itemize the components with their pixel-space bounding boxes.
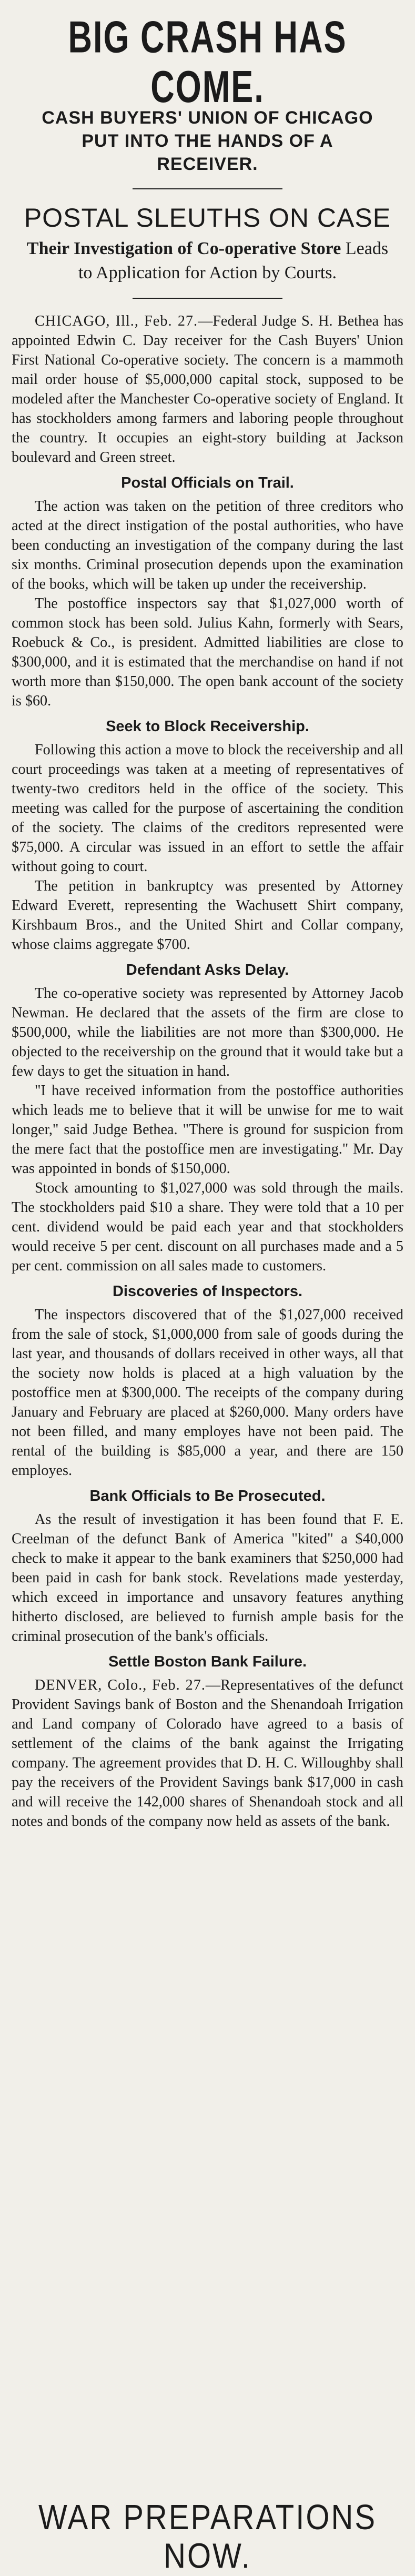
secondary-deck-first-line: Their Investigation of Co-operative Store (26, 239, 341, 258)
dateline: CHICAGO, Ill., Feb. 27. (35, 313, 198, 329)
subheading: Postal Officials on Trail. (121, 474, 294, 491)
subheading: Seek to Block Receivership. (106, 718, 309, 735)
article-paragraph: Stock amounting to $1,027,000 was sold through the mails. The stockholders paid $10 a share. They were told that a 10 per cent. dividend would be paid each year and that stockholders would receive 5 per cent. discount on all purchases made and a 5 per cent. commission on all sales made to customers. (12, 1180, 403, 1274)
article-paragraph (12, 1675, 403, 1831)
article-body (12, 311, 403, 1831)
article-paragraph: The postoffice inspectors say that $1,027,000 worth of common stock has been sold. Julius Kahn, formerly with Sears, Roebuck & Co., is president. Admitted liabilities are close to $300,000, and it is estimated that the merchandise on hand if not worth more than $150,000. The open bank account of the society is $60. (12, 595, 403, 709)
subheading: Defendant Asks Delay. (126, 962, 289, 978)
section-divider (133, 298, 282, 299)
article-paragraph: The petition in bankruptcy was presented by Attorney Edward Everett, representing the Wachusett Shirt company, Kirshbaum Bros., and the United Shirt and Collar company, whose claims aggregate $700. (12, 878, 403, 953)
section-divider (133, 188, 282, 189)
next-article-headline: WAR PREPARATIONS NOW. (38, 2498, 377, 2576)
article-paragraph: Following this action a move to block the receivership and all court proceedings was taken at a meeting of representatives of twenty-two creditors held in the office of the society. This meeting was called for the purpose of ascertaining the condition of the society. The claims of the creditors represented were $75,000. A circular was issued in an effort to settle the affair without going to court. (12, 742, 403, 875)
article-paragraph: The action was taken on the petition of three creditors who acted at the direct instigation of the postal authorities, who have been conducting an investigation of the company during the last six months. Criminal prosecution depends upon the examination of the books, which will be taken up under the receivership. (12, 498, 403, 592)
subheading: Discoveries of Inspectors. (112, 1283, 303, 1300)
article-paragraph: The inspectors discovered that of the $1,027,000 received from the sale of stock, $1,000,000 from sale of goods during the last year, and thousands of dollars received in other ways, all that the society now holds is placed at a high valuation by the postoffice men at $300,000. The receipts of the company during January and February are placed at $260,000. Many orders have not been filled, and many employes have not been paid. The rental of the building is $85,000 a year, and there are 150 employes. (12, 1307, 403, 1479)
article-paragraph: The co-operative society was represented by Attorney Jacob Newman. He declared that the assets of the firm are close to $500,000, while the liabilities are not more than $300,000. He objected to the receivership on the ground that it would take but a few days to get the situation in hand. (12, 985, 403, 1079)
secondary-deck (22, 237, 393, 285)
secondary-headline: POSTAL SLEUTHS ON CASE (24, 203, 391, 233)
subheading: Bank Officials to Be Prosecuted. (89, 1488, 326, 1504)
subheading: Settle Boston Bank Failure. (108, 1653, 307, 1670)
paragraph-text: —Representatives of the defunct Provident Savings bank of Boston and the Shenandoah Irrigation and Land company of Colorado have agreed to a basis of settlement of the claims of the bank against the Irrigating company. The agreement provides that D. H. C. Willoughby shall pay the receivers of the Provident Savings bank $17,000 in cash and will receive the 142,000 shares of Shenandoah stock and all notes and bonds of the company now held as assets of the bank. (12, 1677, 403, 1830)
article-paragraph: "I have received information from the postoffice authorities which leads me to believe that it will be unwise for me to wait longer," said Judge Bethea. "There is ground for suspicion from the mere fact that the postoffice men are investigating." Mr. Day was appointed in bonds of $150,000. (12, 1083, 403, 1177)
dateline: DENVER, Colo., Feb. 27. (35, 1677, 206, 1693)
headline-deck: CASH BUYERS' UNION OF CHICAGO PUT INTO THE HANDS OF A RECEIVER. (42, 108, 373, 174)
article-paragraph (12, 311, 403, 467)
secondary-deck-rest: Leads to Application for Action by Courts. (78, 239, 389, 282)
main-headline: BIG CRASH HAS COME. (68, 13, 347, 112)
article-paragraph: As the result of investigation it has been found that F. E. Creelman of the defunct Bank of America "kited" a $40,000 check to make it appear to the bank examiners that $250,000 had been paid in cash for bank stock. Revelations made yesterday, which exceed in importance and unsavory features anything hitherto disclosed, are believed to furnish ample basis for the criminal prosecution of the bank's officials. (12, 1511, 403, 1644)
paragraph-text: —Federal Judge S. H. Bethea has appointed Edwin C. Day receiver for the Cash Buyers' Union First National Co-operative society. The concern is a mammoth mail order house of $5,000,000 capital stock, supposed to be modeled after the Manchester Co-operative society of England. It has stockholders among farmers and laboring people throughout the country. It occupies an eight-story building at Jackson boulevard and Green street. (12, 313, 403, 466)
